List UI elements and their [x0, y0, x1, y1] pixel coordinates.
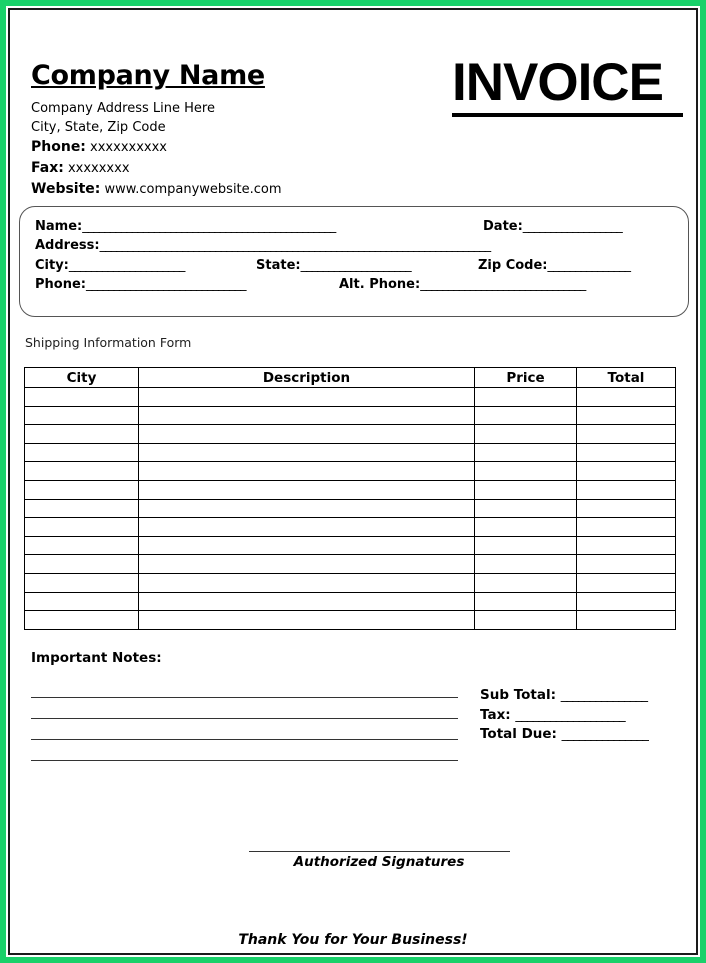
table-row: [25, 499, 676, 518]
table-row: [25, 425, 676, 444]
cell-total[interactable]: [577, 499, 676, 518]
column-header-description: Description: [139, 368, 475, 388]
signature-line[interactable]: [249, 851, 510, 852]
cell-city[interactable]: [25, 462, 139, 481]
cell-description[interactable]: [139, 443, 475, 462]
cell-city[interactable]: [25, 480, 139, 499]
cell-price[interactable]: [475, 518, 577, 537]
cell-description[interactable]: [139, 462, 475, 481]
cell-city[interactable]: [25, 592, 139, 611]
cell-description[interactable]: [139, 518, 475, 537]
cell-description[interactable]: [139, 536, 475, 555]
fax-value: xxxxxxxx: [67, 161, 130, 176]
cell-description[interactable]: [139, 425, 475, 444]
address-field[interactable]: Address:_______________________________________________________________________: [35, 238, 491, 253]
items-table: [24, 367, 676, 630]
note-line[interactable]: [31, 760, 458, 761]
cell-description[interactable]: [139, 573, 475, 592]
invoice-title: INVOICE: [452, 53, 663, 112]
column-header-total: Total: [577, 368, 676, 388]
cell-price[interactable]: [475, 480, 577, 499]
table-row: [25, 611, 676, 630]
cell-price[interactable]: [475, 388, 577, 407]
table-row: [25, 573, 676, 592]
signature-label: Authorized Signatures: [293, 854, 465, 870]
cell-total[interactable]: [577, 388, 676, 407]
cell-description[interactable]: [139, 388, 475, 407]
shipping-form-label: Shipping Information Form: [25, 335, 192, 350]
phone-label: Phone:: [31, 139, 86, 155]
cell-city[interactable]: [25, 406, 139, 425]
table-row: [25, 462, 676, 481]
cell-city[interactable]: [25, 425, 139, 444]
table-row: [25, 406, 676, 425]
cell-city[interactable]: [25, 573, 139, 592]
alt-phone-field[interactable]: Alt. Phone:______________________________: [339, 277, 586, 292]
date-field[interactable]: Date:__________________: [483, 219, 622, 234]
cell-price[interactable]: [475, 425, 577, 444]
total-due-label: Total Due:: [480, 726, 557, 742]
cell-total[interactable]: [577, 592, 676, 611]
cell-price[interactable]: [475, 499, 577, 518]
column-header-city: City: [25, 368, 139, 388]
note-line[interactable]: [31, 739, 458, 740]
cell-price[interactable]: [475, 462, 577, 481]
thank-you-message: Thank You for Your Business!: [238, 932, 468, 948]
cell-city[interactable]: [25, 518, 139, 537]
cell-total[interactable]: [577, 462, 676, 481]
cell-total[interactable]: [577, 480, 676, 499]
table-body: [25, 388, 676, 630]
cell-total[interactable]: [577, 443, 676, 462]
city-label: City:: [35, 258, 69, 273]
cell-city[interactable]: [25, 499, 139, 518]
column-header-price: Price: [475, 368, 577, 388]
company-website: [31, 181, 282, 197]
website-label: Website:: [31, 181, 101, 197]
website-value: www.companywebsite.com: [104, 182, 282, 197]
table-header-row: [25, 368, 676, 388]
cell-price[interactable]: [475, 406, 577, 425]
name-label: Name:: [35, 219, 83, 234]
phone-value: xxxxxxxxxx: [90, 140, 167, 155]
invoice-title-underline: [452, 113, 683, 117]
subtotal-label: Sub Total:: [480, 687, 556, 703]
cell-total[interactable]: [577, 406, 676, 425]
company-phone: [31, 139, 167, 155]
fax-label: Fax:: [31, 160, 64, 176]
state-field[interactable]: State:____________________: [256, 258, 411, 273]
cell-total[interactable]: [577, 425, 676, 444]
cell-city[interactable]: [25, 388, 139, 407]
table-row: [25, 518, 676, 537]
alt-phone-label: Alt. Phone:: [339, 277, 421, 292]
cell-total[interactable]: [577, 611, 676, 630]
state-label: State:: [256, 258, 301, 273]
company-name: Company Name: [31, 60, 265, 91]
cell-description[interactable]: [139, 499, 475, 518]
cell-city[interactable]: [25, 611, 139, 630]
cell-description[interactable]: [139, 611, 475, 630]
zip-code-field[interactable]: Zip Code:_______________: [478, 258, 631, 273]
cell-total[interactable]: [577, 573, 676, 592]
cell-description[interactable]: [139, 406, 475, 425]
cell-price[interactable]: [475, 573, 577, 592]
cell-price[interactable]: [475, 555, 577, 574]
cell-description[interactable]: [139, 555, 475, 574]
cell-total[interactable]: [577, 555, 676, 574]
zip-code-label: Zip Code:: [478, 258, 548, 273]
cell-price[interactable]: [475, 443, 577, 462]
tax-field[interactable]: Tax: ___________________: [480, 707, 625, 723]
important-notes-title: Important Notes:: [31, 650, 162, 666]
company-city-state-zip: City, State, Zip Code: [31, 120, 166, 135]
cell-price[interactable]: [475, 536, 577, 555]
subtotal-field[interactable]: Sub Total: _______________: [480, 687, 647, 703]
note-line[interactable]: [31, 697, 458, 698]
cell-price[interactable]: [475, 611, 577, 630]
table-row: [25, 443, 676, 462]
address-label: Address:: [35, 238, 100, 253]
table-row: [25, 592, 676, 611]
name-field[interactable]: Name:______________________________________________: [35, 219, 336, 234]
company-fax: [31, 160, 130, 176]
cell-description[interactable]: [139, 480, 475, 499]
cell-total[interactable]: [577, 518, 676, 537]
cell-city[interactable]: [25, 536, 139, 555]
total-due-field[interactable]: Total Due: _______________: [480, 726, 648, 742]
phone-field[interactable]: Phone:_____________________________: [35, 277, 246, 292]
signature-label-row: [0, 854, 706, 870]
tax-label: Tax:: [480, 707, 511, 723]
cell-city[interactable]: [25, 443, 139, 462]
cell-price[interactable]: [475, 592, 577, 611]
note-line[interactable]: [31, 718, 458, 719]
table-row: [25, 536, 676, 555]
table-row: [25, 388, 676, 407]
cell-city[interactable]: [25, 555, 139, 574]
cell-total[interactable]: [577, 536, 676, 555]
city-field[interactable]: City:_____________________: [35, 258, 185, 273]
company-address: Company Address Line Here: [31, 101, 215, 116]
table-row: [25, 480, 676, 499]
customer-phone-label: Phone:: [35, 277, 86, 292]
date-label: Date:: [483, 219, 523, 234]
table-row: [25, 555, 676, 574]
cell-description[interactable]: [139, 592, 475, 611]
